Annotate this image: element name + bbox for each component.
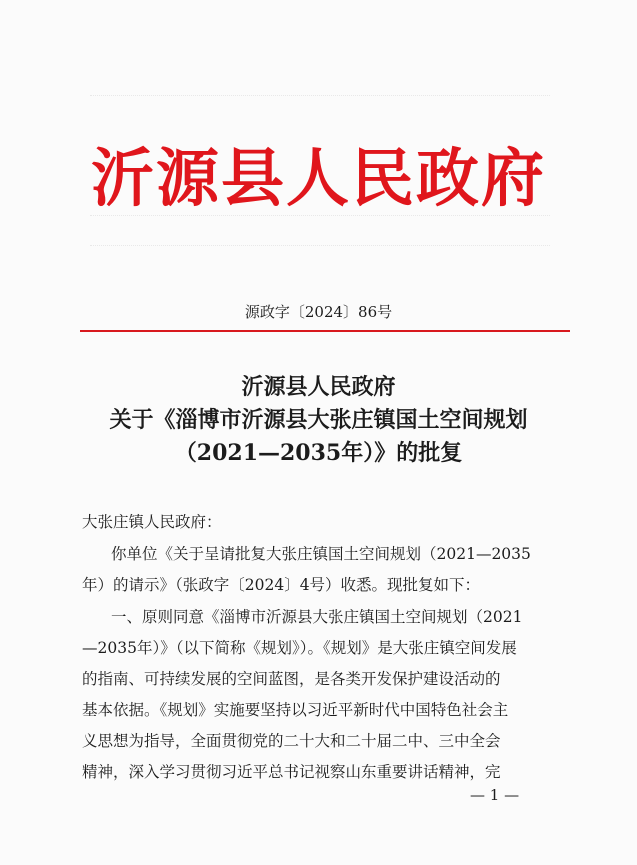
body-line: 年）的请示》（张政字〔2024〕4号）收悉。现批复如下：: [82, 576, 481, 594]
body-line: 你单位《关于呈请批复大张庄镇国土空间规划（2021—2035: [111, 545, 531, 563]
body-line: 的指南、可持续发展的空间蓝图，是各类开发保护建设活动的: [82, 670, 501, 688]
page-number: — 1 —: [470, 786, 520, 804]
body-line: 精神，深入学习贯彻习近平总书记视察山东重要讲话精神，完: [82, 763, 501, 781]
bleed-through-line: [90, 245, 550, 260]
bleed-through-line: [90, 95, 550, 110]
body-line: —2035年）》（以下简称《规划》）。《规划》是大张庄镇空间发展: [82, 639, 517, 657]
body-line: 一、原则同意《淄博市沂源县大张庄镇国土空间规划（2021: [111, 608, 523, 626]
doc-title-line3: （2021—2035年）》的批复: [174, 440, 463, 466]
bleed-through-line: [90, 215, 550, 230]
doc-title-line2: 关于《淄博市沂源县大张庄镇国土空间规划: [109, 407, 528, 433]
body-line: 义思想为指导，全面贯彻党的二十大和二十届二中、三中全会: [82, 732, 501, 750]
masthead-title: 沂源县人民政府: [91, 141, 546, 215]
red-divider: [80, 330, 570, 332]
document-number: 源政字〔2024〕86号: [244, 303, 393, 321]
recipient: 大张庄镇人民政府：: [82, 513, 222, 531]
body-line: 基本依据。《规划》实施要坚持以习近平新时代中国特色社会主: [82, 701, 509, 719]
doc-title-line1: 沂源县人民政府: [241, 374, 396, 400]
